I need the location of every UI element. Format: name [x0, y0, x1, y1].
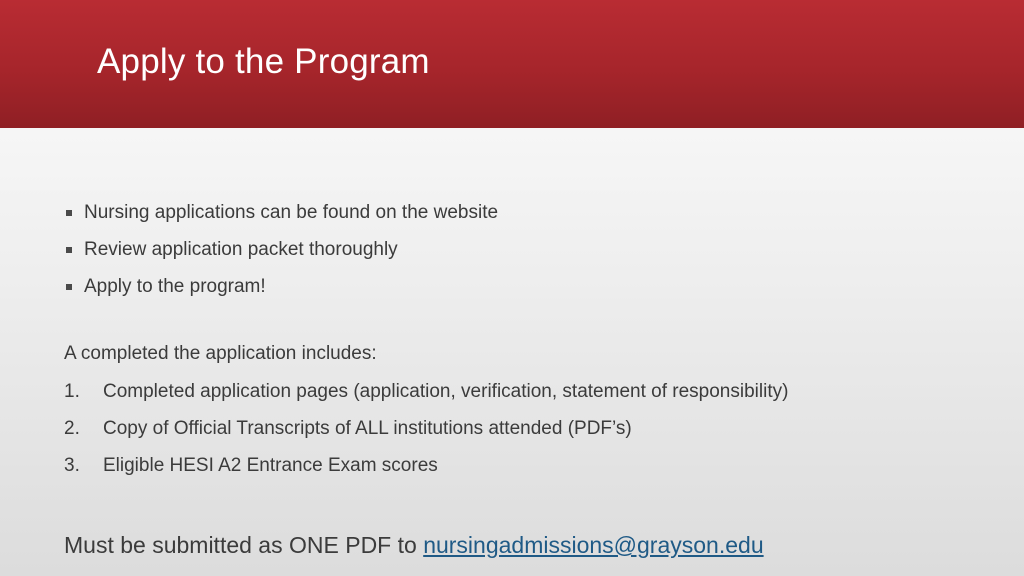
- square-bullet-icon: [66, 247, 72, 253]
- requirement-item: [64, 373, 788, 410]
- submission-text: Must be submitted as ONE PDF to: [64, 532, 424, 558]
- email-link[interactable]: nursingadmissions@grayson.edu: [423, 532, 764, 558]
- slide-header: [0, 0, 1024, 128]
- bullet-item: [64, 231, 498, 268]
- bullet-list: [64, 194, 498, 305]
- item-number: 3.: [64, 454, 80, 476]
- square-bullet-icon: [66, 210, 72, 216]
- submission-note: [64, 532, 764, 559]
- bullet-item: [64, 194, 498, 231]
- bullet-text: Apply to the program!: [84, 275, 266, 297]
- bullet-text: Review application packet thoroughly: [84, 238, 398, 260]
- item-text: Completed application pages (application, verification, statement of responsibility): [103, 380, 789, 402]
- requirement-item: [64, 410, 788, 447]
- square-bullet-icon: [66, 284, 72, 290]
- requirements-intro: A completed the application includes:: [64, 343, 377, 364]
- requirements-list: [64, 373, 788, 484]
- item-text: Copy of Official Transcripts of ALL institutions attended (PDF’s): [103, 417, 632, 439]
- item-text: Eligible HESI A2 Entrance Exam scores: [103, 454, 438, 476]
- item-number: 2.: [64, 417, 80, 439]
- bullet-text: Nursing applications can be found on the website: [84, 201, 499, 223]
- slide-title: Apply to the Program: [97, 42, 430, 81]
- requirement-item: [64, 447, 788, 484]
- item-number: 1.: [64, 380, 80, 402]
- bullet-item: [64, 268, 498, 305]
